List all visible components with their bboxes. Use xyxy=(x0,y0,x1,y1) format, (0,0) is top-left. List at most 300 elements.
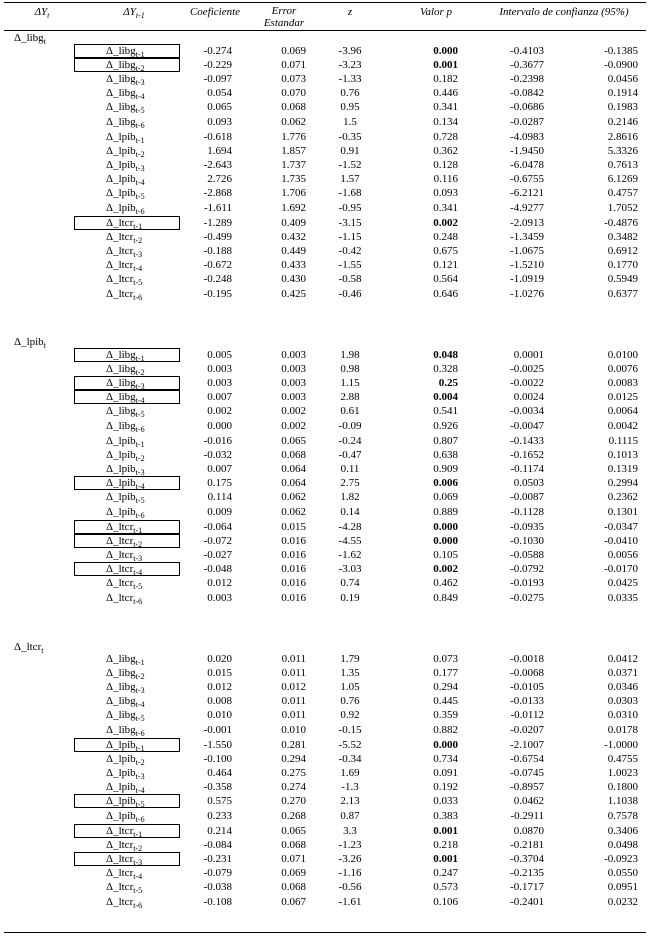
cell-lo: -0.0193 xyxy=(510,577,544,590)
lag-variable-label: Δ_libg$_{t-4}$ xyxy=(106,695,145,710)
cell-hi: 0.3482 xyxy=(607,231,638,244)
cell-lo: 0.0503 xyxy=(513,477,544,490)
cell-lo: -0.3677 xyxy=(510,59,544,72)
cell-p: 0.734 xyxy=(433,753,458,766)
cell-coef: 0.009 xyxy=(207,505,232,518)
cell-coef: -0.027 xyxy=(203,549,232,562)
cell-se: 0.011 xyxy=(281,653,306,665)
cell-z: 1.05 xyxy=(340,681,360,694)
cell-z: -0.34 xyxy=(338,753,362,766)
table-row xyxy=(0,217,650,232)
cell-se: 0.003 xyxy=(281,349,306,361)
cell-se: 0.068 xyxy=(281,101,306,114)
cell-lo: -0.2181 xyxy=(510,839,544,852)
table-row xyxy=(0,853,650,868)
cell-coef: -0.032 xyxy=(203,449,232,462)
cell-hi: 0.2146 xyxy=(607,115,638,128)
cell-hi: 0.0456 xyxy=(607,73,638,86)
cell-p: 0.002 xyxy=(433,563,458,576)
cell-z: -1.15 xyxy=(338,231,362,244)
cell-lo: 0.0024 xyxy=(513,391,544,404)
cell-hi: 0.0425 xyxy=(607,577,638,590)
cell-hi: -0.4876 xyxy=(604,217,638,229)
cell-p: 0.849 xyxy=(433,591,458,604)
cell-hi: 0.0550 xyxy=(607,867,638,880)
cell-hi: 0.4757 xyxy=(607,187,638,200)
lag-variable-label: Δ_lpib$_{t-3}$ xyxy=(106,767,145,782)
cell-p: 0.000 xyxy=(433,739,458,751)
lag-variable-label: Δ_libg$_{t-6}$ xyxy=(106,723,145,738)
cell-z: -4.55 xyxy=(338,535,362,548)
cell-hi: 1.0023 xyxy=(607,767,638,780)
cell-z: 0.14 xyxy=(340,505,360,518)
cell-z: 0.91 xyxy=(340,145,360,158)
cell-coef: -1.289 xyxy=(203,217,232,229)
cell-hi: 0.0056 xyxy=(607,549,638,562)
cell-z: -0.95 xyxy=(338,201,362,214)
table-row xyxy=(0,116,650,128)
cell-se: 0.449 xyxy=(281,245,306,258)
cell-se: 0.070 xyxy=(281,87,306,100)
lag-variable-label: Δ_lpib$_{t-2}$ xyxy=(106,145,145,160)
cell-se: 0.433 xyxy=(281,259,306,272)
cell-lo: -0.0025 xyxy=(510,363,544,376)
lag-variable-label: Δ_lpib$_{t-2}$ xyxy=(106,753,145,768)
cell-coef: -0.072 xyxy=(203,535,232,548)
cell-z: 0.95 xyxy=(340,101,360,114)
cell-coef: 0.003 xyxy=(207,363,232,376)
table-row xyxy=(0,839,650,854)
cell-se: 0.016 xyxy=(281,563,306,576)
table-row xyxy=(0,173,650,188)
table-row xyxy=(0,202,650,214)
cell-lo: -0.0068 xyxy=(510,667,544,680)
lag-variable-label: Δ_ltcr$_{t-5}$ xyxy=(106,577,143,592)
cell-hi: 0.1800 xyxy=(607,781,638,794)
cell-hi: -1.0000 xyxy=(604,739,638,751)
cell-z: 1.15 xyxy=(340,377,360,390)
table-row xyxy=(0,867,650,882)
cell-p: 0.926 xyxy=(433,419,458,432)
table-row xyxy=(0,592,650,604)
cell-hi: 0.0310 xyxy=(607,709,638,722)
cell-se: 0.065 xyxy=(281,435,306,447)
cell-lo: -0.6754 xyxy=(510,753,544,766)
cell-hi: -0.0923 xyxy=(604,853,638,866)
cell-p: 0.248 xyxy=(433,231,458,244)
table-row xyxy=(0,753,650,768)
cell-z: -1.52 xyxy=(338,159,362,172)
cell-z: 0.11 xyxy=(340,463,360,476)
table-row xyxy=(0,781,650,796)
cell-lo: -1.9450 xyxy=(510,145,544,158)
cell-coef: -0.079 xyxy=(203,867,232,880)
cell-lo: -0.0022 xyxy=(510,377,544,390)
lag-variable-label: Δ_libg$_{t-2}$ xyxy=(106,59,145,74)
cell-coef: 1.694 xyxy=(207,145,232,158)
lag-variable-label: Δ_lpib$_{t-5}$ xyxy=(106,187,145,202)
cell-lo: -1.5210 xyxy=(510,259,544,272)
cell-hi: 0.0498 xyxy=(607,839,638,852)
cell-p: 0.675 xyxy=(433,245,458,258)
table-row xyxy=(0,449,650,464)
cell-z: 0.61 xyxy=(340,405,360,418)
table-row xyxy=(0,377,650,392)
cell-p: 0.294 xyxy=(433,681,458,694)
cell-coef: -1.550 xyxy=(203,739,232,751)
cell-hi: 0.1770 xyxy=(607,259,638,272)
lag-variable-label: Δ_libg$_{t-1}$ xyxy=(106,653,145,668)
cell-hi: 0.0371 xyxy=(607,667,638,680)
cell-p: 0.182 xyxy=(433,73,458,86)
cell-p: 0.564 xyxy=(433,273,458,286)
cell-hi: 0.0951 xyxy=(607,881,638,894)
cell-p: 0.328 xyxy=(433,363,458,376)
lag-variable-label: Δ_ltcr$_{t-1}$ xyxy=(106,521,143,536)
cell-se: 0.011 xyxy=(281,695,306,708)
lag-variable-label: Δ_lpib$_{t-4}$ xyxy=(106,781,145,796)
lag-variable-label: Δ_libg$_{t-1}$ xyxy=(106,349,145,364)
cell-coef: 0.054 xyxy=(207,87,232,100)
table-row xyxy=(0,681,650,696)
table-row xyxy=(0,131,650,146)
cell-se: 0.425 xyxy=(281,287,306,300)
cell-lo: -0.0275 xyxy=(510,591,544,604)
cell-z: -1.68 xyxy=(338,187,362,200)
cell-coef: -2.868 xyxy=(203,187,232,200)
cell-lo: -0.1652 xyxy=(510,449,544,462)
cell-se: 0.011 xyxy=(281,667,306,680)
cell-hi: 0.0125 xyxy=(607,391,638,404)
cell-lo: -0.1717 xyxy=(510,881,544,894)
table-row xyxy=(0,709,650,724)
table-row xyxy=(0,245,650,260)
cell-p: 0.247 xyxy=(433,867,458,880)
table-row xyxy=(0,87,650,102)
cell-se: 0.003 xyxy=(281,363,306,376)
cell-p: 0.638 xyxy=(433,449,458,462)
cell-se: 0.069 xyxy=(281,867,306,880)
cell-coef: -0.195 xyxy=(203,287,232,300)
cell-se: 0.071 xyxy=(281,853,306,866)
cell-z: 0.76 xyxy=(340,695,360,708)
header-pval: Valor p xyxy=(419,6,453,18)
table-row xyxy=(0,187,650,202)
cell-lo: -0.0105 xyxy=(510,681,544,694)
lag-variable-label: Δ_libg$_{t-6}$ xyxy=(106,115,145,130)
cell-se: 0.275 xyxy=(281,767,306,780)
cell-hi: 1.1038 xyxy=(607,795,638,808)
lag-variable-label: Δ_lpib$_{t-6}$ xyxy=(106,809,145,824)
lag-variable-label: Δ_ltcr$_{t-3}$ xyxy=(106,245,143,260)
cell-hi: 0.2994 xyxy=(607,477,638,490)
lag-variable-label: Δ_libg$_{t-3}$ xyxy=(106,681,145,696)
cell-se: 0.068 xyxy=(281,839,306,852)
cell-p: 0.445 xyxy=(433,695,458,708)
lag-variable-label: Δ_ltcr$_{t-3}$ xyxy=(106,853,143,868)
lag-variable-label: Δ_ltcr$_{t-1}$ xyxy=(106,825,143,840)
cell-z: -1.3 xyxy=(341,781,359,794)
lag-variable-label: Δ_lpib$_{t-5}$ xyxy=(106,795,145,810)
header-coef: Coeficiente xyxy=(189,6,241,18)
cell-hi: 0.0042 xyxy=(607,419,638,432)
cell-hi: 0.1115 xyxy=(608,435,638,447)
lag-variable-label: Δ_lpib$_{t-1}$ xyxy=(106,131,145,146)
cell-z: 0.19 xyxy=(340,591,360,604)
cell-hi: 0.0076 xyxy=(607,363,638,376)
cell-lo: -0.0287 xyxy=(510,115,544,128)
header-ci: Intervalo de confianza (95%) xyxy=(499,6,629,18)
cell-se: 0.071 xyxy=(281,59,306,72)
cell-se: 0.067 xyxy=(281,895,306,908)
cell-hi: 2.8616 xyxy=(607,131,638,143)
cell-z: 0.76 xyxy=(340,87,360,100)
cell-p: 0.002 xyxy=(433,217,458,229)
lag-variable-label: Δ_ltcr$_{t-3}$ xyxy=(106,549,143,564)
header-dy: $\Delta Y_t$ xyxy=(34,6,50,21)
table-row xyxy=(0,45,650,60)
table-row xyxy=(0,724,650,736)
cell-p: 0.25 xyxy=(438,377,458,390)
cell-se: 0.016 xyxy=(281,591,306,604)
cell-p: 0.573 xyxy=(433,881,458,894)
cell-coef: 0.012 xyxy=(207,577,232,590)
cell-hi: 0.4755 xyxy=(607,753,638,766)
cell-hi: 0.7613 xyxy=(607,159,638,172)
cell-coef: -0.229 xyxy=(203,59,232,72)
cell-lo: -0.2401 xyxy=(510,895,544,908)
cell-hi: 0.1319 xyxy=(607,463,638,476)
table-row xyxy=(0,695,650,710)
cell-coef: -0.108 xyxy=(203,895,232,908)
cell-hi: 0.0100 xyxy=(607,349,638,361)
cell-lo: -6.2121 xyxy=(510,187,544,200)
cell-lo: -0.0792 xyxy=(510,563,544,576)
cell-se: 0.010 xyxy=(281,723,306,736)
cell-z: -0.47 xyxy=(338,449,362,462)
cell-se: 0.064 xyxy=(281,477,306,490)
cell-coef: 2.726 xyxy=(207,173,232,186)
cell-p: 0.001 xyxy=(433,59,458,72)
cell-z: 1.5 xyxy=(343,115,357,128)
lag-variable-label: Δ_libg$_{t-3}$ xyxy=(106,73,145,88)
cell-hi: 0.6377 xyxy=(607,287,638,300)
cell-coef: 0.464 xyxy=(207,767,232,780)
cell-se: 0.062 xyxy=(281,491,306,504)
cell-coef: -0.274 xyxy=(203,45,232,57)
cell-p: 0.001 xyxy=(433,853,458,866)
header-dy-lag: $\Delta Y_{t-1}$ xyxy=(123,6,145,21)
cell-se: 0.281 xyxy=(281,739,306,751)
cell-z: -0.42 xyxy=(338,245,362,258)
table-row xyxy=(0,810,650,822)
cell-hi: 0.0083 xyxy=(607,377,638,390)
cell-z: -0.24 xyxy=(338,435,362,447)
cell-coef: -0.084 xyxy=(203,839,232,852)
cell-z: 1.82 xyxy=(340,491,360,504)
group-label-ltcr: Δ_ltcr$_t$ xyxy=(14,641,44,656)
cell-se: 0.064 xyxy=(281,463,306,476)
cell-coef: -0.016 xyxy=(203,435,232,447)
lag-variable-label: Δ_lpib$_{t-6}$ xyxy=(106,505,145,520)
cell-p: 0.091 xyxy=(433,767,458,780)
cell-coef: 0.214 xyxy=(207,825,232,837)
cell-lo: -1.3459 xyxy=(510,231,544,244)
cell-z: 0.87 xyxy=(340,809,360,822)
cell-lo: -0.0842 xyxy=(510,87,544,100)
table-row xyxy=(0,420,650,432)
cell-hi: -0.1385 xyxy=(604,45,638,57)
cell-p: 0.069 xyxy=(433,491,458,504)
cell-coef: -0.231 xyxy=(203,853,232,866)
cell-p: 0.000 xyxy=(433,535,458,548)
cell-z: 1.79 xyxy=(340,653,360,665)
cell-se: 0.002 xyxy=(281,405,306,418)
cell-p: 0.909 xyxy=(433,463,458,476)
cell-hi: -0.0410 xyxy=(604,535,638,548)
cell-lo: -6.0478 xyxy=(510,159,544,172)
lag-variable-label: Δ_ltcr$_{t-4}$ xyxy=(106,563,143,578)
cell-z: -0.56 xyxy=(338,881,362,894)
cell-lo: -0.0935 xyxy=(510,521,544,533)
cell-p: 0.116 xyxy=(433,173,458,186)
table-row xyxy=(0,577,650,592)
cell-se: 0.073 xyxy=(281,73,306,86)
table-row xyxy=(0,463,650,478)
lag-variable-label: Δ_libg$_{t-5}$ xyxy=(106,405,145,420)
cell-lo: -0.0686 xyxy=(510,101,544,114)
lag-variable-label: Δ_lpib$_{t-3}$ xyxy=(106,159,145,174)
cell-z: -1.55 xyxy=(338,259,362,272)
cell-coef: 0.002 xyxy=(207,405,232,418)
cell-hi: 0.5949 xyxy=(607,273,638,286)
table-row xyxy=(0,563,650,578)
cell-se: 0.268 xyxy=(281,809,306,822)
table-row xyxy=(0,391,650,406)
cell-se: 1.737 xyxy=(281,159,306,172)
cell-hi: 0.0064 xyxy=(607,405,638,418)
table-row xyxy=(0,535,650,550)
lag-variable-label: Δ_ltcr$_{t-6}$ xyxy=(106,287,143,302)
cell-p: 0.001 xyxy=(433,825,458,837)
cell-z: -0.15 xyxy=(338,723,362,736)
cell-se: 0.068 xyxy=(281,881,306,894)
cell-coef: -0.358 xyxy=(203,781,232,794)
lag-variable-label: Δ_ltcr$_{t-4}$ xyxy=(106,867,143,882)
cell-p: 0.889 xyxy=(433,505,458,518)
cell-z: 2.75 xyxy=(340,477,360,490)
lag-variable-label: Δ_libg$_{t-2}$ xyxy=(106,667,145,682)
cell-hi: 0.1983 xyxy=(607,101,638,114)
cell-coef: -0.038 xyxy=(203,881,232,894)
cell-lo: -0.0087 xyxy=(510,491,544,504)
cell-hi: 0.0232 xyxy=(607,895,638,908)
cell-coef: -0.248 xyxy=(203,273,232,286)
cell-p: 0.177 xyxy=(433,667,458,680)
cell-z: -1.16 xyxy=(338,867,362,880)
cell-lo: -0.0207 xyxy=(510,723,544,736)
cell-coef: 0.575 xyxy=(207,795,232,808)
lag-variable-label: Δ_libg$_{t-4}$ xyxy=(106,391,145,406)
cell-z: -3.23 xyxy=(338,59,362,72)
cell-lo: -0.0034 xyxy=(510,405,544,418)
cell-coef: -0.097 xyxy=(203,73,232,86)
table-row xyxy=(0,491,650,506)
cell-lo: -0.0745 xyxy=(510,767,544,780)
lag-variable-label: Δ_ltcr$_{t-6}$ xyxy=(106,895,143,910)
cell-hi: 0.0335 xyxy=(607,591,638,604)
cell-p: 0.105 xyxy=(433,549,458,562)
cell-coef: -0.001 xyxy=(203,723,232,736)
cell-se: 0.016 xyxy=(281,535,306,548)
table-row xyxy=(0,653,650,668)
cell-se: 1.692 xyxy=(281,201,306,214)
cell-p: 0.359 xyxy=(433,709,458,722)
cell-coef: 0.003 xyxy=(207,591,232,604)
cell-hi: 0.6912 xyxy=(607,245,638,258)
table-row xyxy=(0,231,650,246)
cell-hi: 0.1301 xyxy=(607,505,638,518)
cell-se: 0.274 xyxy=(281,781,306,794)
table-row xyxy=(0,435,650,450)
cell-p: 0.807 xyxy=(433,435,458,447)
lag-variable-label: Δ_libg$_{t-6}$ xyxy=(106,419,145,434)
cell-p: 0.728 xyxy=(433,131,458,143)
cell-se: 0.002 xyxy=(281,419,306,432)
cell-p: 0.341 xyxy=(433,101,458,114)
lag-variable-label: Δ_libg$_{t-5}$ xyxy=(106,101,145,116)
cell-z: -1.33 xyxy=(338,73,362,86)
lag-variable-label: Δ_ltcr$_{t-4}$ xyxy=(106,259,143,274)
lag-variable-label: Δ_ltcr$_{t-2}$ xyxy=(106,231,143,246)
header-z: z xyxy=(347,6,353,18)
cell-lo: -0.1030 xyxy=(510,535,544,548)
cell-z: -0.35 xyxy=(338,131,362,143)
lag-variable-label: Δ_ltcr$_{t-5}$ xyxy=(106,273,143,288)
cell-coef: 0.233 xyxy=(207,809,232,822)
cell-lo: 0.0001 xyxy=(513,349,544,361)
table-row xyxy=(0,896,650,908)
lag-variable-label: Δ_lpib$_{t-1}$ xyxy=(106,739,145,754)
table-row xyxy=(0,825,650,840)
cell-p: 0.541 xyxy=(433,405,458,418)
cell-coef: 0.000 xyxy=(207,419,232,432)
cell-coef: -1.611 xyxy=(203,201,232,214)
cell-coef: -0.048 xyxy=(203,563,232,576)
cell-se: 0.294 xyxy=(281,753,306,766)
table-row xyxy=(0,349,650,364)
cell-z: -1.62 xyxy=(338,549,362,562)
lag-variable-label: Δ_lpib$_{t-2}$ xyxy=(106,449,145,464)
cell-se: 0.432 xyxy=(281,231,306,244)
cell-coef: 0.065 xyxy=(207,101,232,114)
table-row xyxy=(0,795,650,810)
cell-z: -1.23 xyxy=(338,839,362,852)
cell-se: 0.068 xyxy=(281,449,306,462)
cell-z: 1.69 xyxy=(340,767,360,780)
cell-se: 1.776 xyxy=(281,131,306,143)
group-label-libg: Δ_libg$_t$ xyxy=(14,32,46,47)
cell-se: 0.065 xyxy=(281,825,306,837)
cell-z: -3.15 xyxy=(338,217,362,229)
top-rule xyxy=(4,2,646,3)
cell-z: -3.96 xyxy=(338,45,362,57)
cell-z: -1.61 xyxy=(338,895,362,908)
cell-p: 0.128 xyxy=(433,159,458,172)
cell-z: 3.3 xyxy=(343,825,357,837)
cell-z: 0.98 xyxy=(340,363,360,376)
cell-hi: 0.0303 xyxy=(607,695,638,708)
